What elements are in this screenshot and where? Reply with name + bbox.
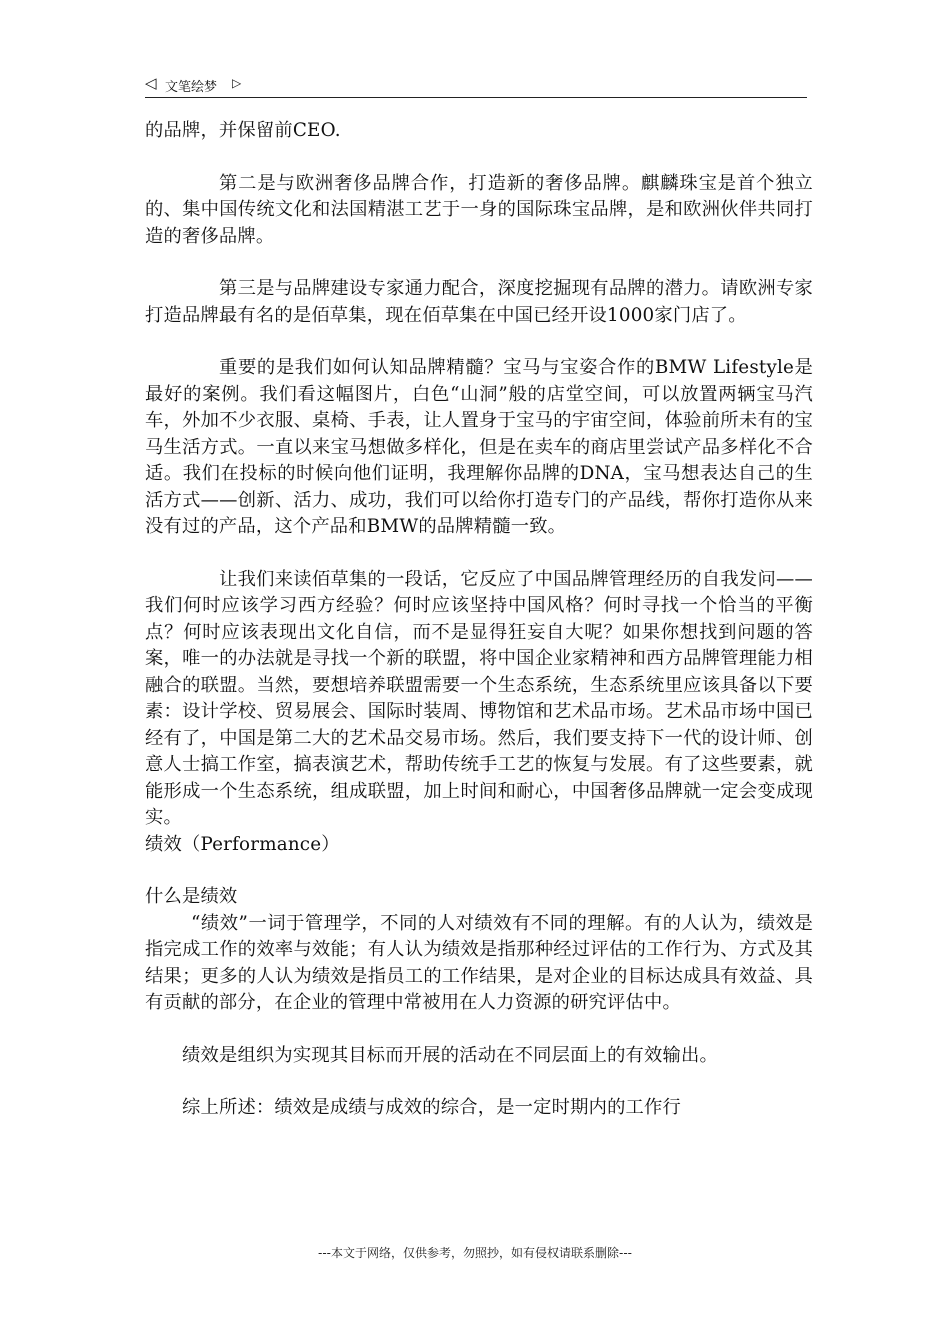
paragraph: 的品牌，并保留前CEO. bbox=[145, 120, 341, 141]
paragraph: 第三是与品牌建设专家通力配合，深度挖掘现有品牌的潜力。请欧洲专家打造品牌最有名的是佰草集，现在佰草集在中国已经开设1000家门店了。 bbox=[145, 278, 813, 326]
triangle-right-icon: ▷ bbox=[232, 76, 242, 90]
paragraph: 综上所述：绩效是成绩与成效的综合，是一定时期内的工作行 bbox=[182, 1097, 681, 1118]
paragraph: 绩效是组织为实现其目标而开展的活动在不同层面上的有效输出。 bbox=[182, 1044, 718, 1066]
header-title: 文笔绘梦 bbox=[165, 80, 218, 95]
paragraph: 第二是与欧洲奢侈品牌合作，打造新的奢侈品牌。麒麟珠宝是首个独立的、集中国传统文化和法国精湛工艺于一身的国际珠宝品牌，是和欧洲伙伴共同打造的奢侈品牌。 bbox=[145, 172, 813, 247]
paragraph-gap bbox=[145, 858, 813, 884]
paragraph: 重要的是我们如何认知品牌精髓？宝马与宝姿合作的BMW Lifestyle是最好的案例。我们看这幅图片，白色“山洞”般的店堂空间，可以放置两辆宝马汽车，外加不少衣服、桌椅、手表，让人置身于宝马的宇宙空间，体验前所未有的宝马生活方式。一直以来宝马想做多样化，但是在卖车的商店里尝试产品多样化不合适。我们在投标的时候向他们证明，我理解你品牌的DNA，宝马想表达自己的生活方式——创新、活力、成功，我们可以给你打造专门的产品线，帮你打造你从来没有过的产品，这个产品和BMW的品牌精髓一致。 bbox=[145, 357, 813, 537]
paragraph: “绩效”一词于管理学，不同的人对绩效有不同的理解。有的人认为，绩效是指完成工作的效率与效能；有人认为绩效是指那种经过评估的工作行为、方式及其结果；更多的人认为绩效是指员工的工作结果，是对企业的目标达成具有效益、具有贡献的部分，在企业的管理中常被用在人力资源的研究评估中。 bbox=[145, 912, 813, 1013]
section-heading: 绩效（Performance） bbox=[145, 833, 340, 855]
header-divider bbox=[145, 97, 807, 98]
paragraph-gap bbox=[145, 329, 813, 355]
page-header bbox=[145, 73, 807, 97]
paragraph-gap bbox=[145, 250, 813, 276]
paragraph-gap bbox=[145, 541, 813, 567]
page-footer: ---本文于网络，仅供参考，勿照抄，如有侵权请联系删除--- bbox=[318, 1246, 632, 1260]
document-body bbox=[145, 118, 813, 1122]
triangle-left-icon: ◁ bbox=[145, 74, 157, 92]
paragraph-gap bbox=[145, 1069, 813, 1095]
paragraph-gap bbox=[145, 1017, 813, 1043]
paragraph-gap bbox=[145, 145, 813, 171]
paragraph: 让我们来读佰草集的一段话，它反应了中国品牌管理经历的自我发问——我们何时应该学习西方经验？何时应该坚持中国风格？何时寻找一个恰当的平衡点？何时应该表现出文化自信，而不是显得狂妄自大呢？如果你想找到问题的答案，唯一的办法就是寻找一个新的联盟，将中国企业家精神和西方品牌管理能力相融合的联盟。当然，要想培养联盟需要一个生态系统，生态系统里应该具备以下要素：设计学校、贸易展会、国际时装周、博物馆和艺术品市场。艺术品市场中国已经有了，中国是第二大的艺术品交易市场。然后，我们要支持下一代的设计师、创意人士搞工作室，搞表演艺术，帮助传统手工艺的恢复与发展。有了这些要素，就能形成一个生态系统，组成联盟，加上时间和耐心，中国奢侈品牌就一定会变成现实。 bbox=[145, 568, 813, 828]
subsection-heading: 什么是绩效 bbox=[145, 886, 238, 907]
